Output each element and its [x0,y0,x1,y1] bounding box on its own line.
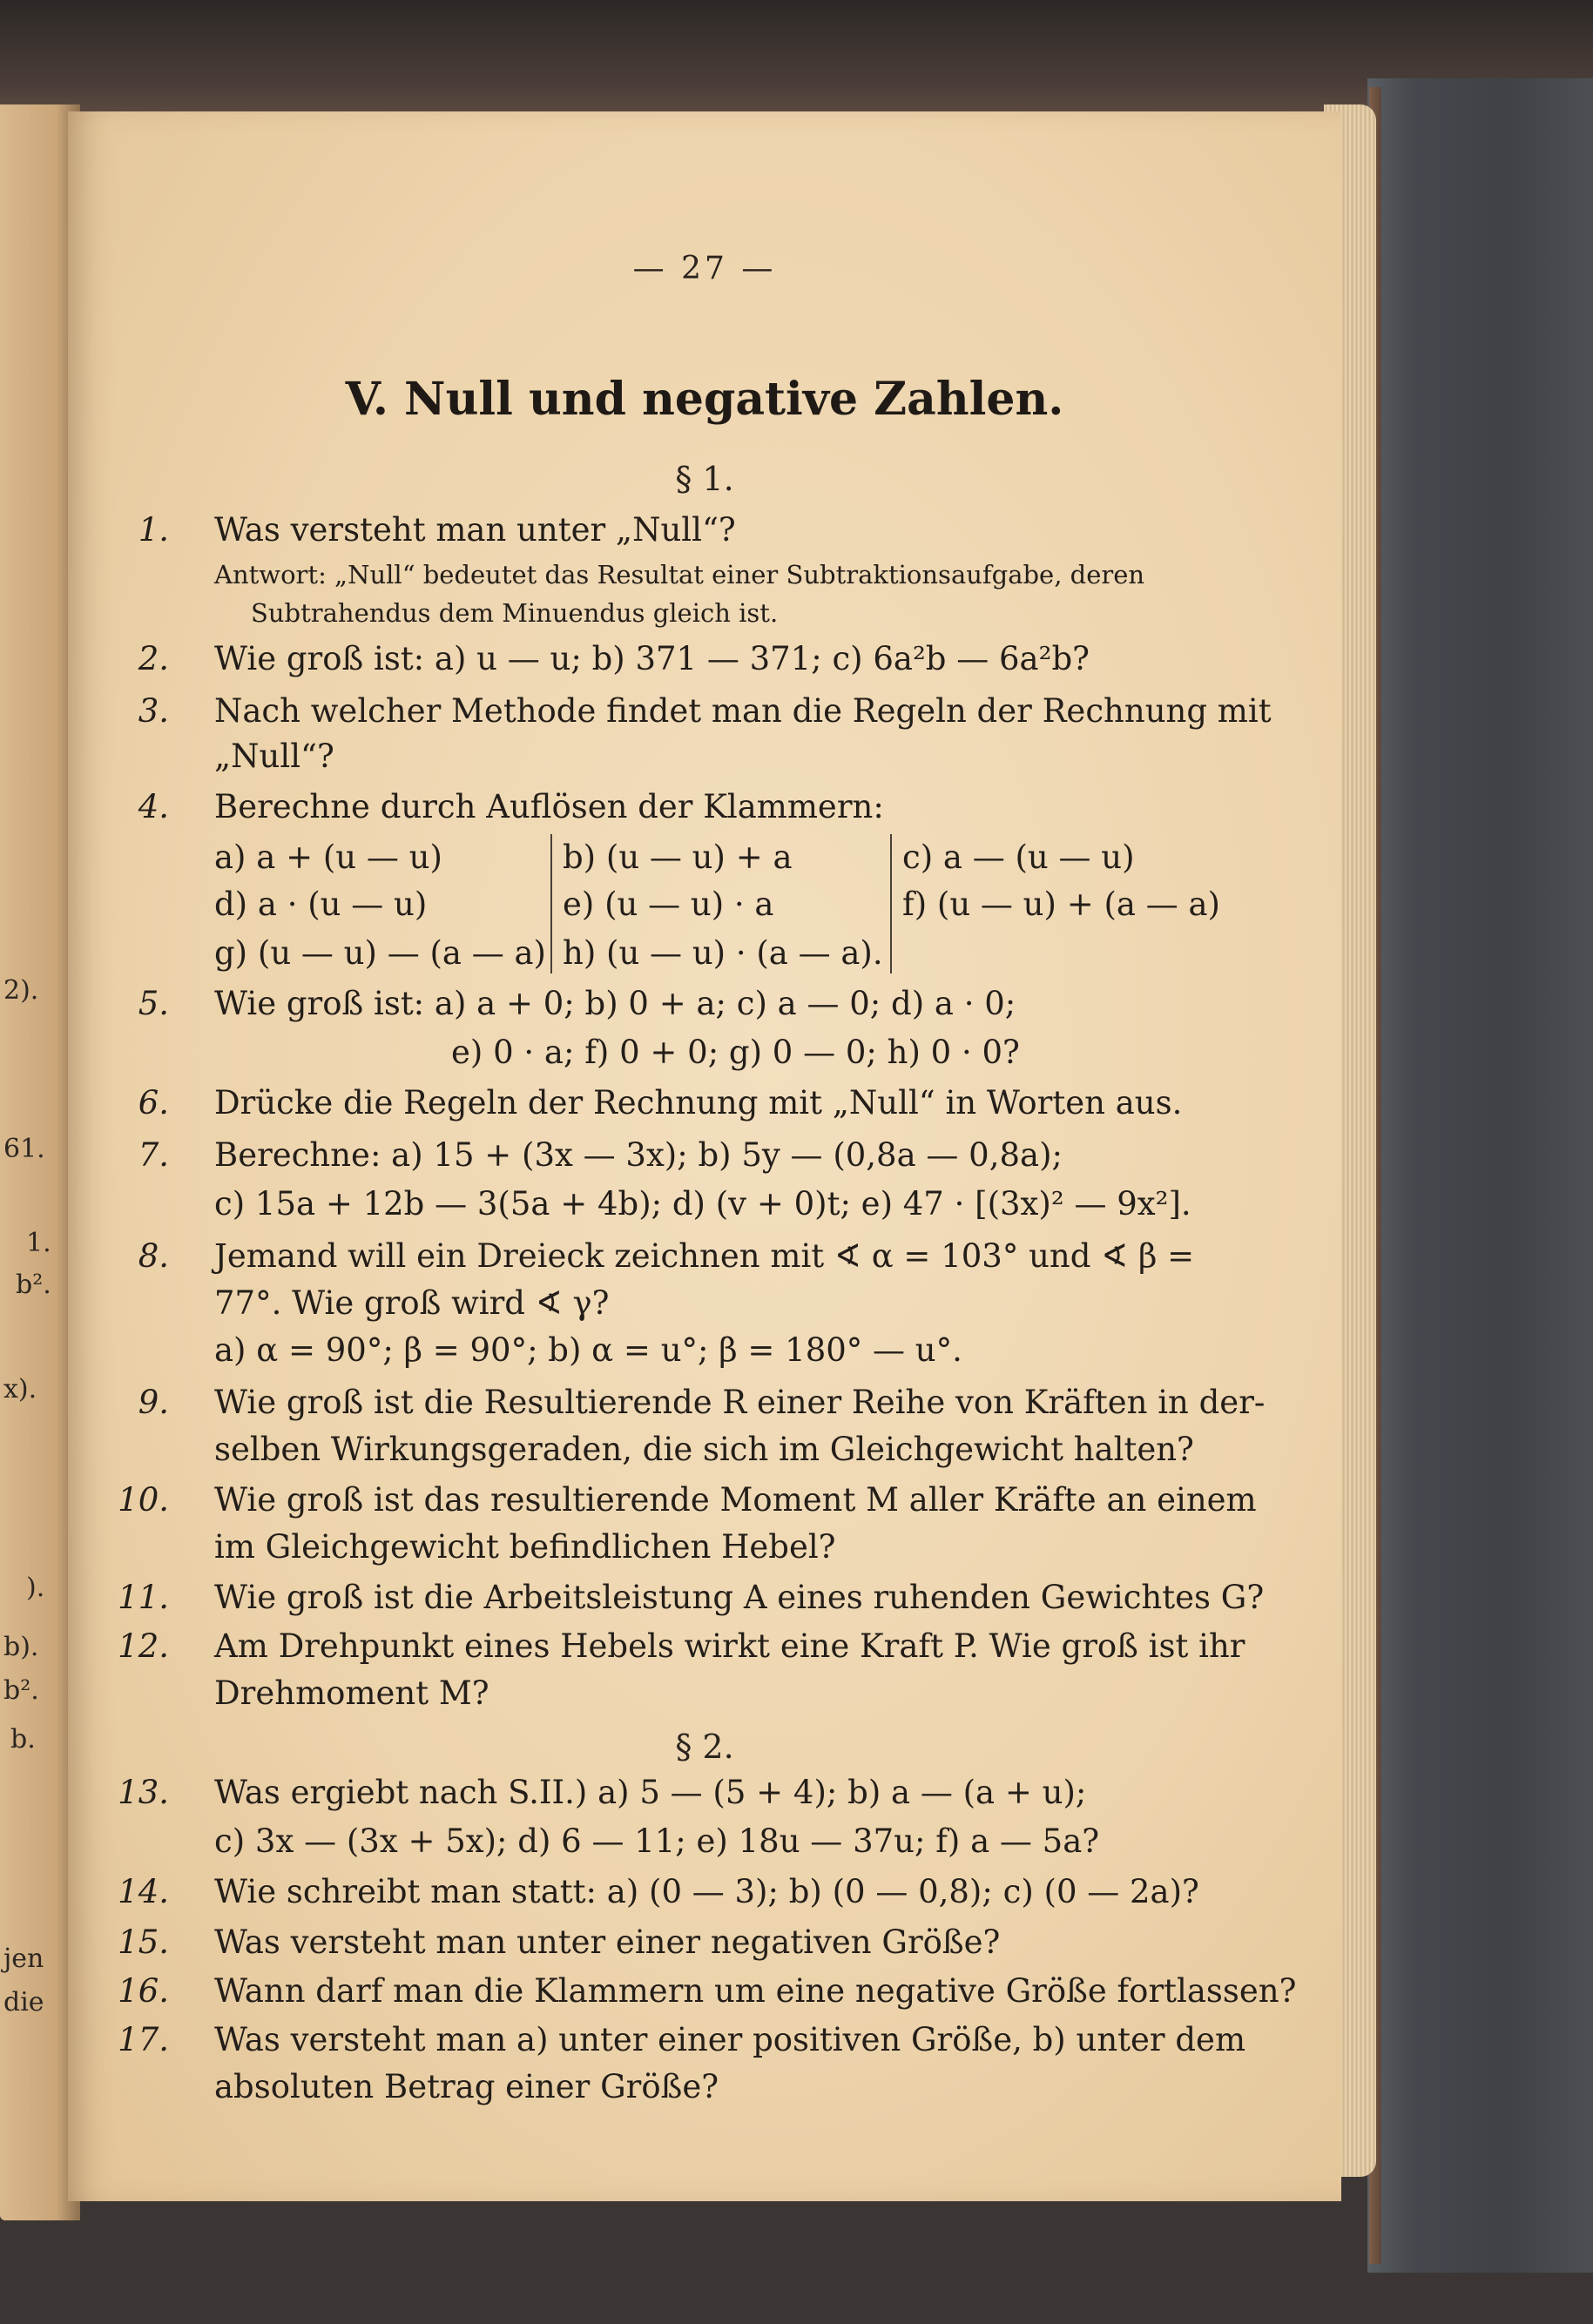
question-text: Wie groß ist die Resultierende R einer Reihe von Kräften in der- [214,1384,1266,1421]
item-number: 12. [118,1627,169,1665]
left-fragment: ). [26,1573,45,1603]
question-text: c) 15a + 12b — 3(5a + 4b); d) (v + 0)t; e) 47 · [(3x)² — 9x²]. [214,1185,1191,1223]
left-fragment: die [3,1987,44,2018]
question-text: 77°. Wie groß wird ∢ γ? [214,1284,610,1322]
question-text: Was ergiebt nach S.II.) a) 5 — (5 + 4); b) a — (a + u); [214,1774,1087,1811]
question-text: im Gleichgewicht befindlichen Hebel? [214,1528,836,1566]
question-text: selben Wirkungsgeraden, die sich im Gleichgewicht halten? [214,1431,1194,1468]
left-fragment: b². [16,1270,51,1300]
exercise-cell: d) a · (u — u) [214,886,428,923]
left-fragment: x). [3,1374,37,1405]
column-divider [550,834,552,973]
exercise-cell: f) (u — u) + (a — a) [902,886,1220,923]
item-number: 5. [138,985,169,1022]
question-text: c) 3x — (3x + 5x); d) 6 — 11; e) 18u — 37u; f) a — 5a? [214,1822,1100,1860]
question-text: Wann darf man die Klammern um eine negative Größe fortlassen? [214,1972,1297,2010]
item-number: 15. [118,1923,169,1961]
item-number: 3. [138,692,169,730]
question-text: Was versteht man unter „Null“? [214,511,736,549]
question-text: a) α = 90°; β = 90°; b) α = u°; β = 180° — u°. [214,1331,962,1369]
item-number: 1. [138,511,169,549]
column-divider [890,834,892,973]
left-fragment: 1. [26,1228,51,1258]
left-fragment: b. [10,1724,36,1755]
chapter-title: V. Null und negative Zahlen. [345,373,1064,426]
item-number: 6. [138,1084,169,1122]
exercise-cell: g) (u — u) — (a — a) [214,934,546,972]
exercise-cell: e) (u — u) · a [563,886,774,923]
answer-text: Antwort: „Null“ bedeutet das Resultat einer Subtraktionsaufgabe, deren [214,560,1145,589]
page-number: — 27 — [632,251,777,286]
question-text: absoluten Betrag einer Größe? [214,2068,719,2105]
item-number: 4. [138,788,169,825]
left-fragment: 61. [3,1134,45,1164]
question-text: Was versteht man a) unter einer positiven Größe, b) unter dem [214,2021,1246,2058]
question-text: Am Drehpunkt eines Hebels wirkt eine Kraft P. Wie groß ist ihr [214,1627,1245,1665]
exercise-cell: h) (u — u) · (a — a). [563,934,883,972]
question-text: Berechne: a) 15 + (3x — 3x); b) 5y — (0,8a — 0,8a); [214,1136,1063,1174]
question-text: Wie schreibt man statt: a) (0 — 3); b) (0 — 0,8); c) (0 — 2a)? [214,1873,1199,1910]
item-number: 11. [118,1579,169,1616]
item-number: 2. [138,640,169,677]
question-text: Wie groß ist: a) a + 0; b) 0 + a; c) a — 0; d) a · 0; [214,985,1016,1022]
item-number: 17. [118,2021,169,2058]
question-text: Wie groß ist: a) u — u; b) 371 — 371; c) 6a²b — 6a²b? [214,640,1090,677]
book-page [68,111,1341,2201]
left-fragment: 2). [3,975,39,1006]
left-fragment: b². [3,1675,39,1706]
left-fragment: b). [3,1632,39,1662]
question-text: e) 0 · a; f) 0 + 0; g) 0 — 0; h) 0 · 0? [451,1034,1020,1071]
question-text: Wie groß ist das resultierende Moment M aller Kräfte an einem [214,1481,1257,1519]
item-number: 10. [118,1481,169,1519]
left-fragment: jen [3,1943,44,1974]
exercise-cell: b) (u — u) + a [563,839,793,876]
answer-text: Subtrahendus dem Minuendus gleich ist. [251,598,779,628]
question-text: Jemand will ein Dreieck zeichnen mit ∢ α = 103° und ∢ β = [214,1237,1195,1275]
book-cover [1367,78,1593,2273]
section-heading: § 1. [675,460,734,498]
question-text: Drehmoment M? [214,1674,489,1712]
question-text: Wie groß ist die Arbeitsleistung A eines ruhenden Gewichtes G? [214,1579,1265,1616]
exercise-cell: c) a — (u — u) [902,839,1135,876]
item-number: 14. [118,1873,169,1910]
exercise-cell: a) a + (u — u) [214,839,442,876]
question-text: „Null“? [214,738,334,775]
item-number: 7. [138,1136,169,1174]
question-text: Drücke die Regeln der Rechnung mit „Null“ in Worten aus. [214,1084,1183,1122]
item-number: 8. [138,1237,169,1275]
item-number: 16. [118,1972,169,2010]
question-text: Nach welcher Methode findet man die Regeln der Rechnung mit [214,692,1272,730]
question-text: Berechne durch Auflösen der Klammern: [214,788,884,825]
question-text: Was versteht man unter einer negativen Größe? [214,1923,1001,1961]
section-heading: § 2. [675,1728,734,1766]
item-number: 9. [138,1384,169,1421]
item-number: 13. [118,1774,169,1811]
